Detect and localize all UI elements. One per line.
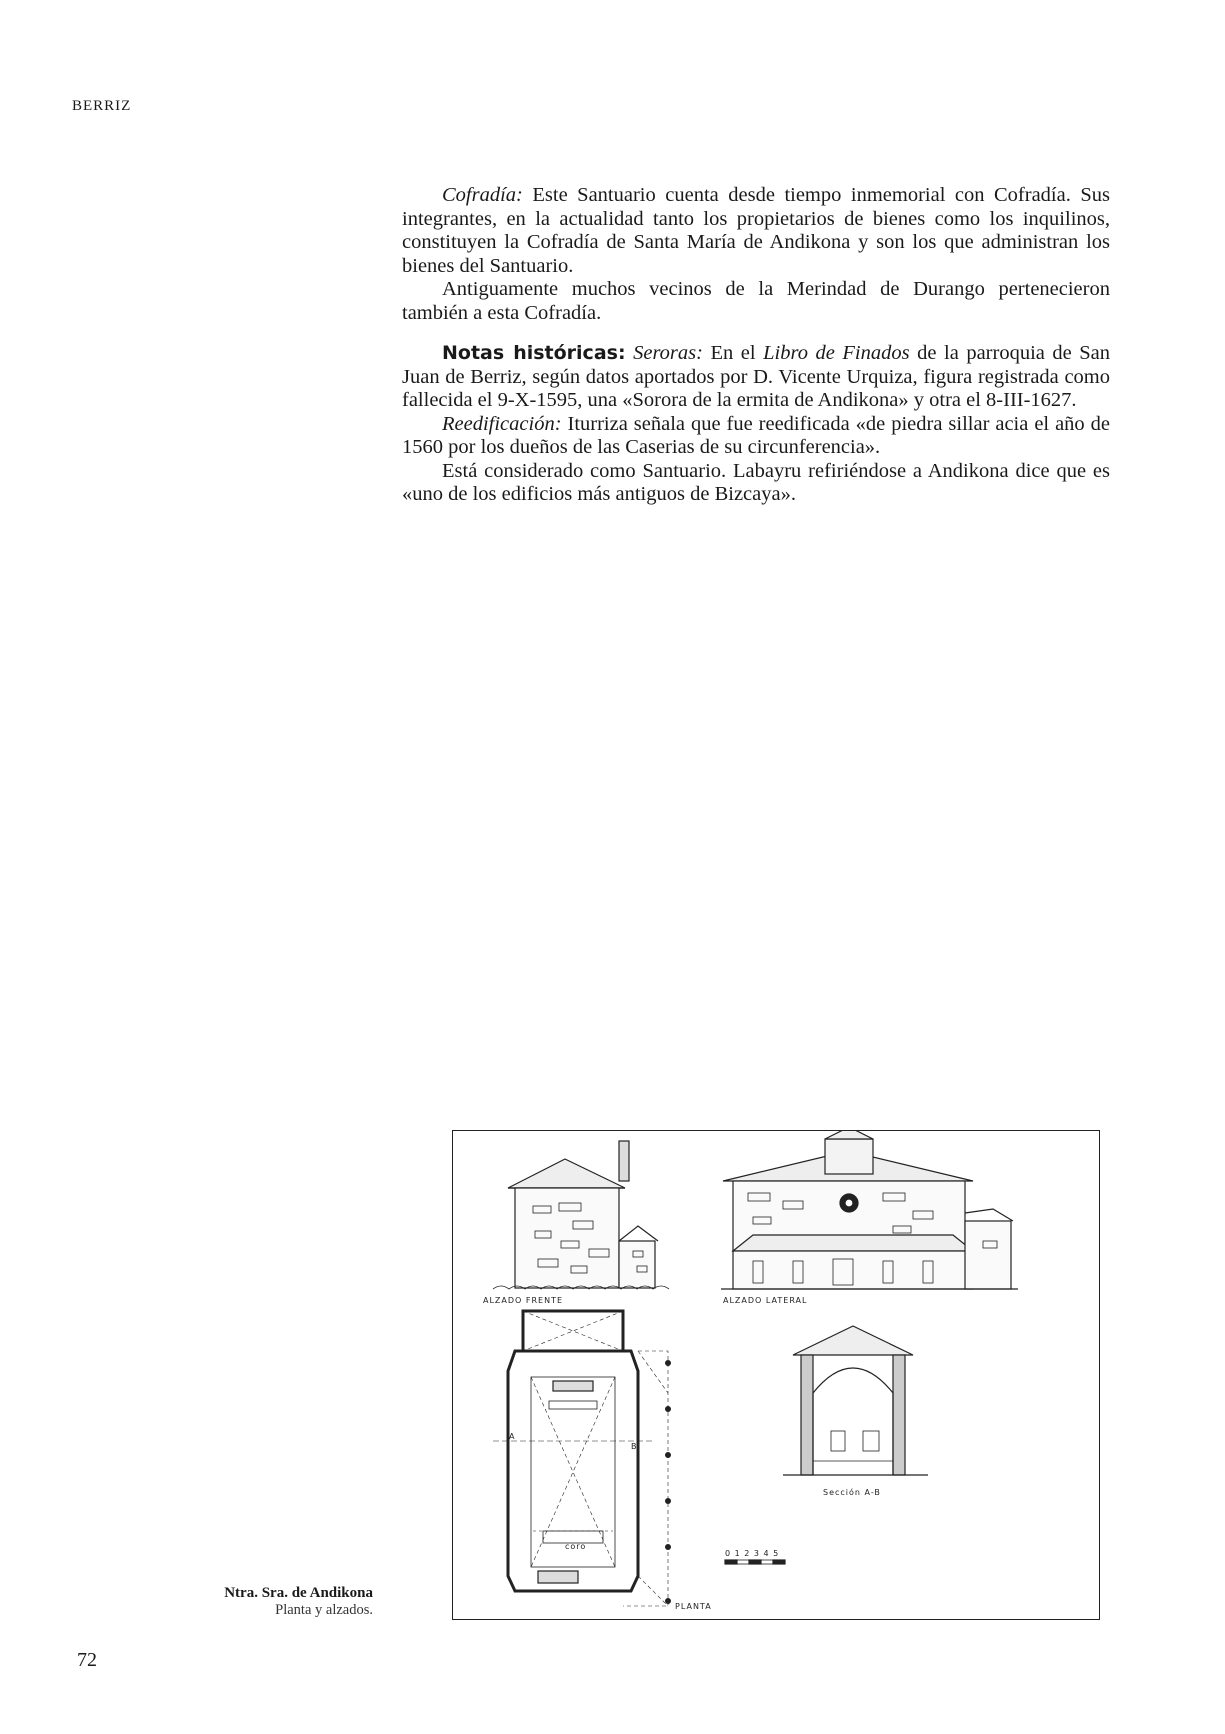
section-heading: Notas históricas:: [442, 342, 626, 364]
label-front: ALZADO FRENTE: [483, 1296, 564, 1305]
caption-subtitle: Planta y alzados.: [275, 1602, 373, 1618]
book-title: Libro de Finados: [763, 342, 910, 364]
floor-plan: [493, 1311, 712, 1611]
body-text: [402, 184, 1110, 507]
page-number: 72: [77, 1649, 97, 1671]
label-mark-a: A: [509, 1432, 516, 1441]
label-scale: 0 1 2 3 4 5: [725, 1549, 780, 1558]
cross-section: [783, 1326, 928, 1497]
label-mark-b: B: [631, 1442, 638, 1451]
side-elevation: [721, 1131, 1018, 1305]
label-plan: PLANTA: [675, 1602, 712, 1611]
running-head: BERRIZ: [72, 98, 132, 114]
architectural-drawing: [452, 1130, 1100, 1620]
front-elevation: [483, 1141, 669, 1305]
label-choir: coro: [565, 1542, 587, 1551]
paragraph-santuario: Está considerado como Santuario. Labayru refiriéndose a Andikona dice que es «uno de los edificios más antiguos de Bizcaya».: [402, 459, 1110, 505]
label-section: Sección A-B: [823, 1488, 881, 1497]
caption-title: Ntra. Sra. de Andikona: [224, 1585, 373, 1601]
label-side: ALZADO LATERAL: [723, 1296, 808, 1305]
scale-bar: [725, 1549, 785, 1564]
paragraph-antiguamente: Antiguamente muchos vecinos de la Merindad de Durango pertenecieron también a esta Cofradía.: [402, 278, 1110, 324]
figure-caption: [140, 1585, 373, 1619]
paragraph-cofradia: Cofradía: Este Santuario cuenta desde tiempo inmemorial con Cofradía. Sus integrantes, en la actualidad tanto los propietarios de bienes como los inquilinos, constituyen la Cofradía de Santa María de Andikona y son los que administran los bienes del Santuario.: [402, 184, 1110, 277]
paragraph-notas-historicas: Notas históricas: Seroras: En el Libro de Finados de la parroquia de San Juan de Berriz, según datos aportados por D. Vicente Urquiza, figura registrada como fallecida el 9-X-1595, una «Sorora de la ermita de Andikona» y otra el 8-III-1627.: [402, 342, 1111, 411]
paragraph-reedificacion: Reedificación: Iturriza señala que fue reedificada «de piedra sillar acia el año de 1560 por los dueños de las Caserias de su circunferencia».: [402, 412, 1110, 458]
